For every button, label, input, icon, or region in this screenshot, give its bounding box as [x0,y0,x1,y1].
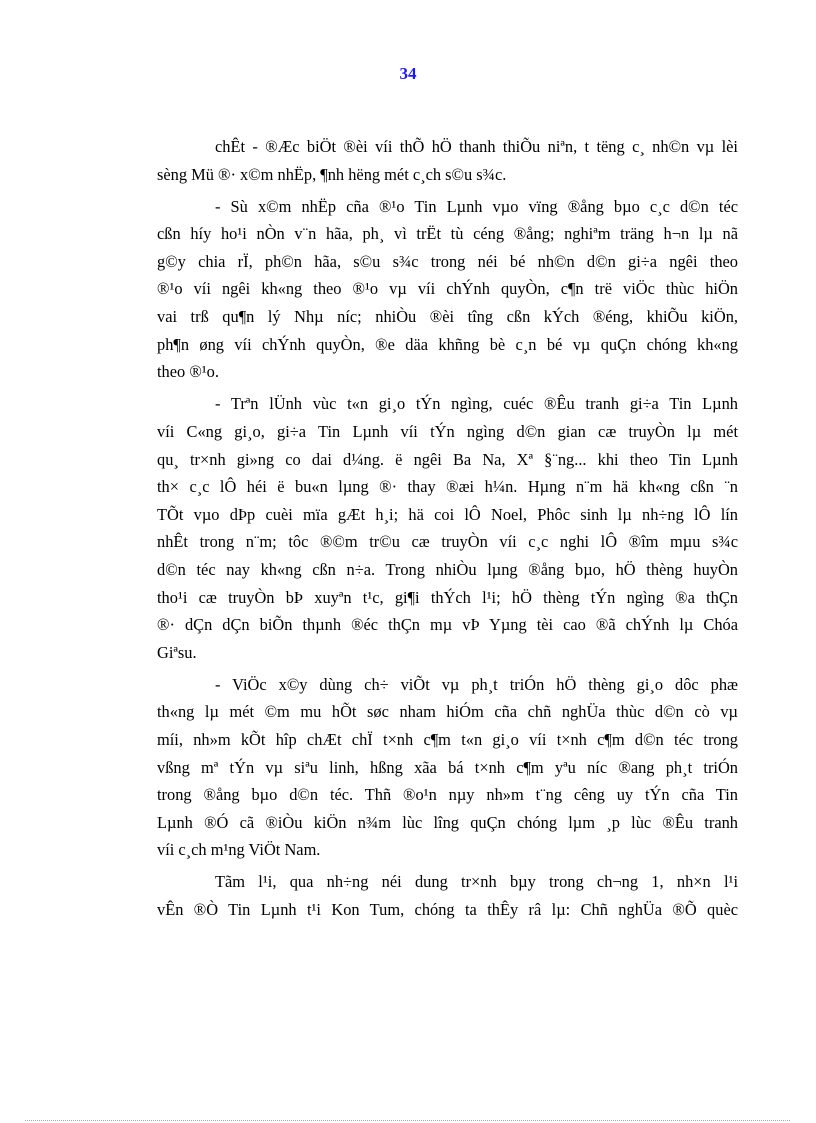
text-line: theo ®¹o. [157,362,219,382]
text-line: - Trªn lÜnh vùc t«n gi¸o tÝn ngìng, cuéc ®Êu tranh gi÷a Tin Lµnh [215,394,738,414]
text-line: g©y chia rÏ, ph©n hãa, s©u s¾c trong néi bé nh©n d©n gi÷a ngêi theo [157,251,738,271]
paragraph [157,133,738,188]
text-line: TÕt vµo dÞp cuèi mïa gÆt h¸i; hä coi lÔ Noel, Phôc sinh lµ nh÷ng lÔ lín [157,504,738,524]
paragraph [157,868,738,923]
text-line: - ViÖc x©y dùng ch÷ viÕt vµ ph¸t triÓn hÖ thèng gi¸o dôc phæ [215,674,738,694]
text-line: vai trß qu¶n lý Nhµ níc; nhiÒu ®èi tîng cßn kÝch ®éng, khiÕu kiÖn, [157,307,738,327]
text-line: th«ng lµ mét ©m mu hÕt søc nham hiÓm cña chñ nghÜa thùc d©n cò vµ [157,702,738,722]
text-line: ph¶n øng víi chÝnh quyÒn, ®e däa khñng bè c¸n bé vµ quÇn chóng kh«ng [157,334,738,354]
text-line: ®· dÇn dÇn biÕn thµnh ®éc thÇn mµ vÞ Yµng tèi cao ®ã chÝnh lµ Chóa [157,615,738,635]
text-line: víi c¸ch m¹ng ViÖt Nam. [157,840,321,860]
text-line: tho¹i cæ truyÒn bÞ xuyªn t¹c, gi¶i thÝch l¹i; hÖ thèng tÝn ngìng ®a thÇn [157,587,738,607]
text-line: sèng Mü ®· x©m nhËp, ¶nh hëng mét c¸ch s©u s¾c. [157,164,507,184]
text-line: víi C«ng gi¸o, gi÷a Tin Lµnh víi tÝn ngìng d©n gian cæ truyÒn lµ mét [157,421,738,441]
text-line: cßn híy ho¹i nÒn v¨n hãa, ph¸ vì trËt tù céng ®ång; nghiªm träng h¬n lµ nã [157,224,738,244]
page-bottom-divider [25,1120,790,1121]
text-line: ®¹o víi ngêi kh«ng theo ®¹o vµ víi chÝnh quyÒn, c¶n trë viÖc thùc hiÖn [157,279,738,299]
text-line: Tãm l¹i, qua nh÷ng néi dung tr×nh bµy trong ch¬ng 1, nh×n l¹i [215,872,738,892]
text-line: trong ®ång bµo d©n téc. Thñ ®o¹n nµy nh»m t¨ng cêng uy tÝn cña Tin [157,785,738,805]
paragraph [157,671,738,864]
paragraph [157,390,738,666]
text-line: vßng mª tÝn vµ siªu linh, hßng xãa bá t×nh c¶m yªu níc ®ang ph¸t triÓn [157,757,738,777]
text-line: Lµnh ®Ó cã ®iÒu kiÖn n¾m lùc lîng quÇn chóng lµm ¸p lùc ®Êu tranh [157,812,738,832]
text-line: míi, nh»m kÕt hîp chÆt chÏ t×nh c¶m t«n gi¸o víi t×nh c¶m d©n téc trong [157,729,738,749]
text-line: d©n téc nay kh«ng cßn n÷a. Trong nhiÒu lµng ®ång bµo, hÖ thèng huyÒn [157,559,738,579]
page-number: 34 [399,64,417,83]
text-line: - Sù x©m nhËp cña ®¹o Tin Lµnh vµo vïng ®ång bµo c¸c d©n téc [215,196,738,216]
text-line: th× c¸c lÔ héi ë bu«n lµng ®· thay ®æi h¼n. Hµng n¨m hä kh«ng cßn ¨n [157,477,738,497]
text-line: qu¸ tr×nh gi»ng co dai d¼ng. ë ngêi Ba Na, Xª §¨ng... khi theo Tin Lµnh [157,449,738,469]
text-line: vÊn ®Ò Tin Lµnh t¹i Kon Tum, chóng ta thÊy râ lµ: Chñ nghÜa ®Õ quèc [157,900,738,920]
document-body [157,133,738,928]
text-line: chÊt - ®Æc biÖt ®èi víi thÕ hÖ thanh thiÕu niªn, t tëng c¸ nh©n vµ lèi [215,137,738,156]
text-line: nhÊt trong n¨m; tôc ®©m tr©u cæ truyÒn víi c¸c nghi lÔ ®îm mµu s¾c [157,532,738,552]
paragraph [157,193,738,386]
text-line: Giªsu. [157,642,197,662]
